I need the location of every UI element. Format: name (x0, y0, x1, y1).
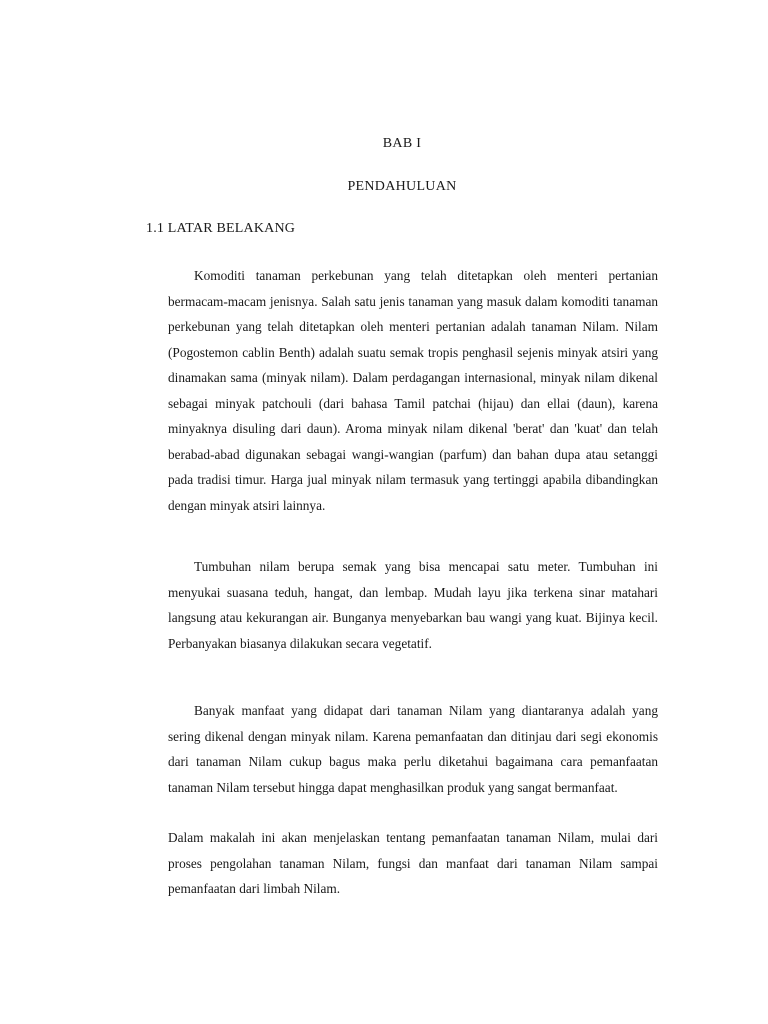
paragraph-background-1: Komoditi tanaman perkebunan yang telah ditetapkan oleh menteri pertanian bermacam-macam jenisnya. Salah satu jenis tanaman yang masuk dalam komoditi tanaman perkebunan yang telah ditetapkan oleh menteri pertanian adalah tanaman Nilam. Nilam (Pogostemon cablin Benth) adalah suatu semak tropis penghasil sejenis minyak atsiri yang dinamakan sama (minyak nilam). Dalam perdagangan internasional, minyak nilam dikenal sebagai minyak patchouli (dari bahasa Tamil patchai (hijau) dan ellai (daun), karena minyaknya disuling dari daun). Aroma minyak nilam dikenal 'berat' dan 'kuat' dan telah berabad-abad digunakan sebagai wangi-wangian (parfum) dan bahan dupa atau setanggi pada tradisi timur. Harga jual minyak nilam termasuk yang tertinggi apabila dibandingkan dengan minyak atsiri lainnya. (168, 268, 658, 513)
chapter-number: BAB I (382, 136, 422, 151)
paragraph-background-4: Dalam makalah ini akan menjelaskan tentang pemanfaatan tanaman Nilam, mulai dari proses pengolahan tanaman Nilam, fungsi dan manfaat dari tanaman Nilam sampai pemanfaatan dari limbah Nilam. (168, 830, 658, 896)
paragraph-background-3: Banyak manfaat yang didapat dari tanaman Nilam yang diantaranya adalah yang sering dikenal dengan minyak nilam. Karena pemanfaatan dan ditinjau dari segi ekonomis dari tanaman Nilam cukup bagus maka perlu diketahui bagaimana cara pemanfaatan tanaman Nilam tersebut hingga dapat menghasilkan produk yang sangat bermanfaat. (168, 703, 658, 795)
section-heading: 1.1 LATAR BELAKANG (146, 221, 296, 236)
chapter-title: PENDAHULUAN (347, 179, 457, 194)
paragraph-background-2: Tumbuhan nilam berupa semak yang bisa mencapai satu meter. Tumbuhan ini menyukai suasana teduh, hangat, dan lembap. Mudah layu jika terkena sinar matahari langsung atau kekurangan air. Bunganya menyebarkan bau wangi yang kuat. Bijinya kecil. Perbanyakan biasanya dilakukan secara vegetatif. (168, 559, 658, 651)
